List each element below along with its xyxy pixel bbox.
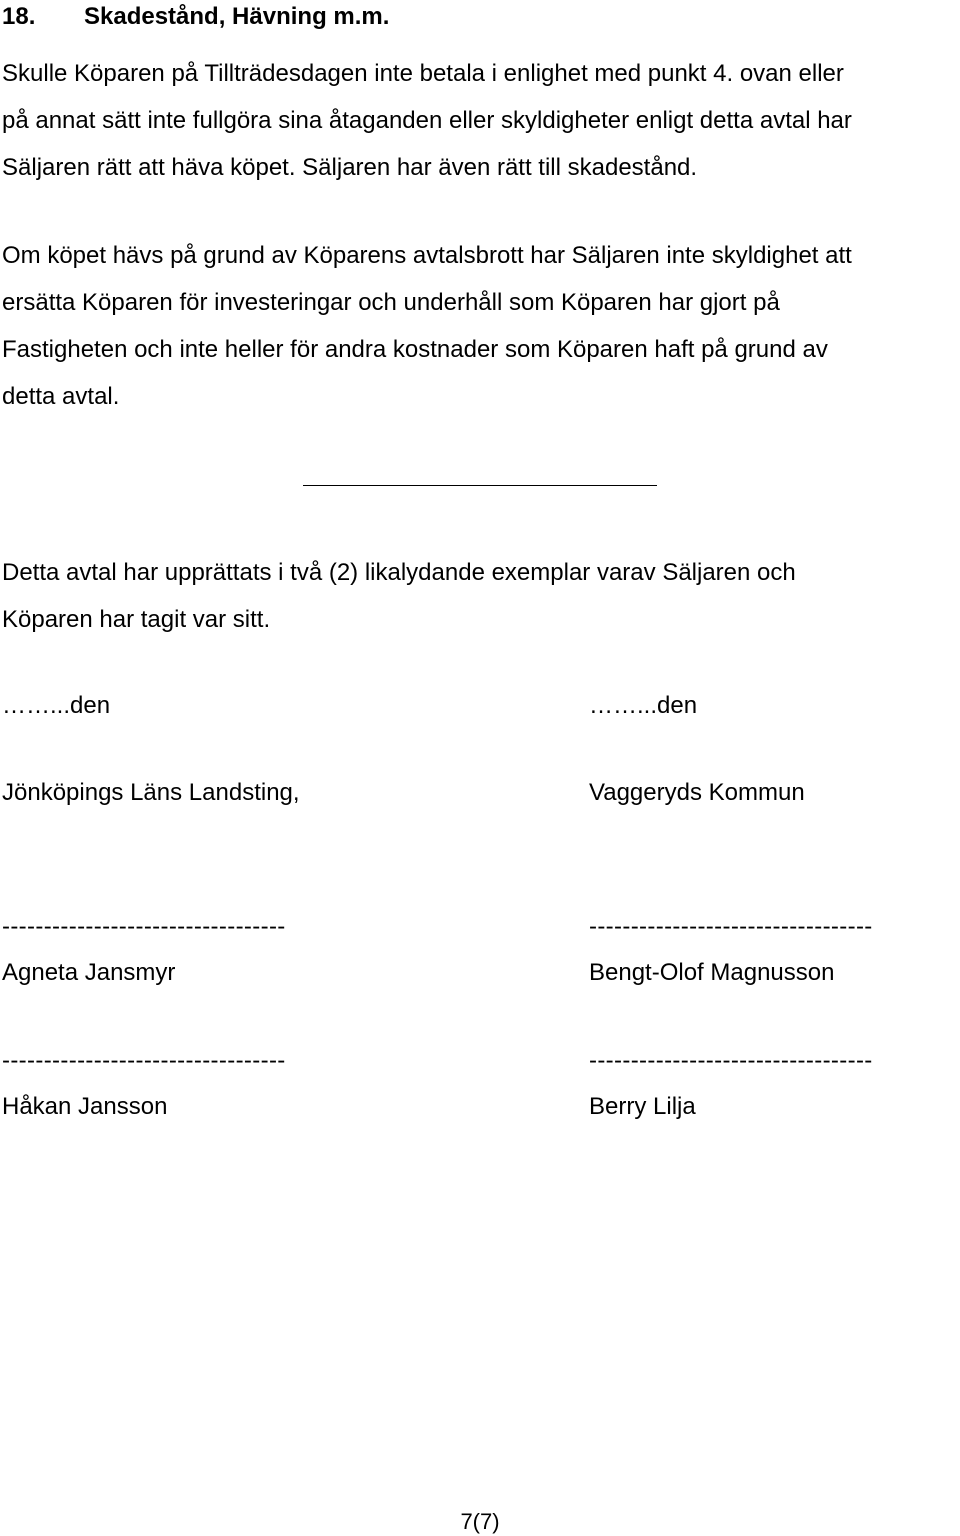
paragraph-termination bbox=[2, 232, 957, 420]
section-heading bbox=[2, 2, 389, 32]
paragraph-line: Fastigheten och inte heller för andra kostnader som Köparen haft på grund av bbox=[2, 336, 828, 363]
section-title: Skadestånd, Hävning m.m. bbox=[84, 3, 390, 30]
paragraph-line: på annat sätt inte fullgöra sina åtaganden eller skyldigheter enligt detta avtal har bbox=[2, 107, 852, 134]
left-signature-line-2: ---------------------------------- bbox=[2, 1047, 286, 1074]
left-signature-line-1: ---------------------------------- bbox=[2, 913, 286, 940]
paragraph-line: Köparen har tagit var sitt. bbox=[2, 606, 271, 633]
paragraph-line: detta avtal. bbox=[2, 383, 120, 410]
paragraph-line: Skulle Köparen på Tillträdesdagen inte betala i enlighet med punkt 4. ovan eller bbox=[2, 60, 844, 87]
left-party-name: Jönköpings Läns Landsting, bbox=[2, 779, 300, 806]
left-signer-2: Håkan Jansson bbox=[2, 1093, 168, 1120]
paragraph-remedies bbox=[2, 50, 957, 191]
paragraph-line: Säljaren rätt att häva köpet. Säljaren har även rätt till skadestånd. bbox=[2, 154, 698, 181]
paragraph-line: Detta avtal har upprättats i två (2) likalydande exemplar varav Säljaren och bbox=[2, 559, 796, 586]
right-party-name: Vaggeryds Kommun bbox=[589, 779, 805, 806]
paragraph-line: ersätta Köparen för investeringar och underhåll som Köparen har gjort på bbox=[2, 289, 780, 316]
right-signer-1: Bengt-Olof Magnusson bbox=[589, 959, 835, 986]
left-signer-1: Agneta Jansmyr bbox=[2, 959, 176, 986]
right-signature-line-2: ---------------------------------- bbox=[589, 1047, 873, 1074]
page-number: 7(7) bbox=[460, 1509, 500, 1534]
right-date-line: ……...den bbox=[589, 692, 698, 719]
section-divider bbox=[303, 485, 657, 486]
right-signer-2: Berry Lilja bbox=[589, 1093, 696, 1120]
paragraph-copies bbox=[2, 549, 957, 643]
right-signature-line-1: ---------------------------------- bbox=[589, 913, 873, 940]
paragraph-line: Om köpet hävs på grund av Köparens avtalsbrott har Säljaren inte skyldighet att bbox=[2, 242, 852, 269]
section-number: 18. bbox=[2, 3, 36, 30]
left-date-line: ……...den bbox=[2, 692, 111, 719]
